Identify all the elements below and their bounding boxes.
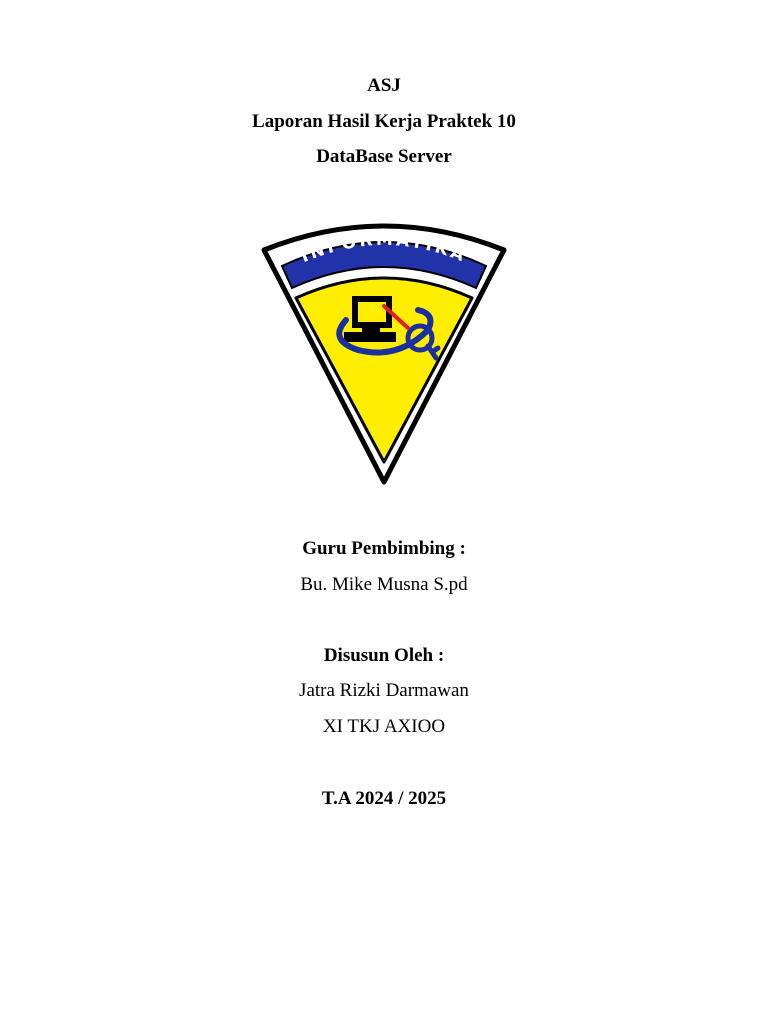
- report-title: Laporan Hasil Kerja Praktek 10: [252, 111, 516, 132]
- author-name: Jatra Rizki Darmawan: [299, 680, 469, 701]
- logo-banner-text: INFORMATIKA: [297, 229, 470, 268]
- course-title: ASJ: [367, 75, 401, 96]
- author-class: XI TKJ AXIOO: [322, 716, 446, 737]
- informatika-shield-logo: [258, 210, 510, 488]
- author-label: Disusun Oleh :: [323, 645, 445, 666]
- report-subject: DataBase Server: [316, 146, 452, 167]
- academic-year: T.A 2024 / 2025: [321, 788, 447, 809]
- supervisor-name: Bu. Mike Musna S.pd: [300, 574, 468, 595]
- supervisor-label: Guru Pembimbing :: [302, 538, 466, 559]
